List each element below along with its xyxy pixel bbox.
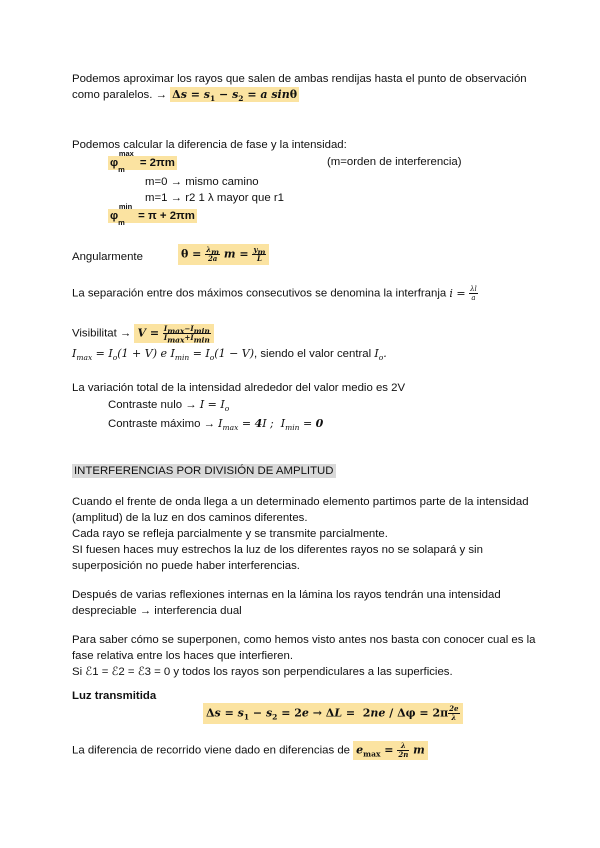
angular-formula: θ = $\frac{\lambda_m}{2a}$ m = $\frac{y_m}{L}$: [178, 244, 269, 265]
intensity-formula: $I_{max} = I_o(1 + V)$ e $I_{min} = I_o(1 - V)$: [72, 347, 255, 363]
body-line-1: Cuando el frente de onda llega a un determinado elemento partimos parte de la intensidad: [72, 496, 529, 508]
luz-transmitida-title: Luz transmitida: [72, 690, 157, 702]
interfranja-formula: i = $\frac{\lambda l}{a}$: [449, 285, 477, 302]
intensity-line: [72, 346, 387, 362]
visibility-line: [72, 324, 214, 343]
recorrido-line: [72, 741, 428, 760]
visibility-formula: V = $\frac{I_{max}-I_{min}}{I_{max}+I_{min}}$: [134, 324, 213, 343]
section-title-text: INTERFERENCIAS POR DIVISIÓN DE AMPLITUD: [74, 465, 334, 477]
visibility-label: Visibilitat →: [72, 327, 132, 340]
body-line-10: Si ℰ1 = ℰ2 = ℰ3 = 0 y todos los rayos son perpendiculares a las superficies.: [72, 666, 453, 678]
contraste-nulo-line: [108, 397, 229, 413]
body-line-7: despreciable → interferencia dual: [72, 605, 242, 617]
body-line-8: Para saber cómo se superponen, como hemos visto antes nos basta con conocer cual es la: [72, 634, 536, 646]
contraste-maximo-formula: $I_{max} = 4I$ ; $I_{min} = 0$: [218, 417, 324, 433]
contraste-maximo-line: [108, 416, 323, 432]
m1-line: m=1 → r2 1 λ mayor que r1: [145, 192, 284, 204]
p2-intro: Podemos calcular la diferencia de fase y la intensidad:: [72, 139, 347, 151]
emax-formula: $e_{max}$ = $\frac{\lambda}{2n}$ m: [353, 741, 428, 760]
p1-line1: Podemos aproximar los rayos que salen de ambas rendijas hasta el punto de observación: [72, 73, 527, 85]
angularmente-label: Angularmente: [72, 251, 143, 263]
body-line-2: (amplitud) de la luz en dos caminos diferentes.: [72, 512, 308, 524]
contraste-nulo-label: Contraste nulo →: [108, 399, 197, 411]
m0-line: m=0 → mismo camino: [145, 176, 259, 188]
path-difference-formula: $\Delta s = s_1 - s_2 = a$ sinθ: [172, 88, 298, 104]
body-line-4: SI fuesen haces muy estrechos la luz de los diferentes rayos no se solapará y sin: [72, 544, 483, 556]
p1-line2-text: como paralelos. →: [72, 89, 167, 101]
central-value-text: , siendo el valor central: [254, 348, 372, 360]
contraste-nulo-formula: $I = I_o$: [199, 398, 230, 414]
phi-max-formula: $\varphi_m^{max}= 2\pi m$: [110, 149, 175, 175]
body-line-5: superposición no puede haber interferencias.: [72, 560, 300, 572]
p1-line2: [72, 87, 299, 103]
body-line-6: Después de varias reflexiones internas en la lámina los rayos tendrán una intensidad: [72, 589, 501, 601]
transmitted-formula: $\Delta s = s_1 - s_2 = 2e \to \Delta L = 2ne / \Delta\varphi = 2\pi$ $\frac{2e}{\lambda}$: [203, 703, 463, 724]
interference-order-note: (m=orden de interferencia): [327, 156, 462, 168]
contraste-maximo-label: Contraste máximo →: [108, 418, 215, 430]
recorrido-text: La diferencia de recorrido viene dado en diferencias de: [72, 744, 350, 757]
phi-min-formula: $\varphi_m^{min}= \pi + 2\pi m$: [110, 202, 195, 228]
body-line-9: fase relativa entre los haces que interfieren.: [72, 650, 293, 662]
body-line-3: Cada rayo se refleja parcialmente y se transmite parcialmente.: [72, 528, 388, 540]
interfranja-text: La separación entre dos máximos consecutivos se denomina la interfranja: [72, 287, 447, 300]
central-value-symbol: $I_o$.: [374, 347, 387, 363]
variation-intro: La variación total de la intensidad alrededor del valor medio es 2V: [72, 382, 406, 394]
interfranja-line: [72, 285, 478, 302]
section-title: [72, 463, 336, 479]
